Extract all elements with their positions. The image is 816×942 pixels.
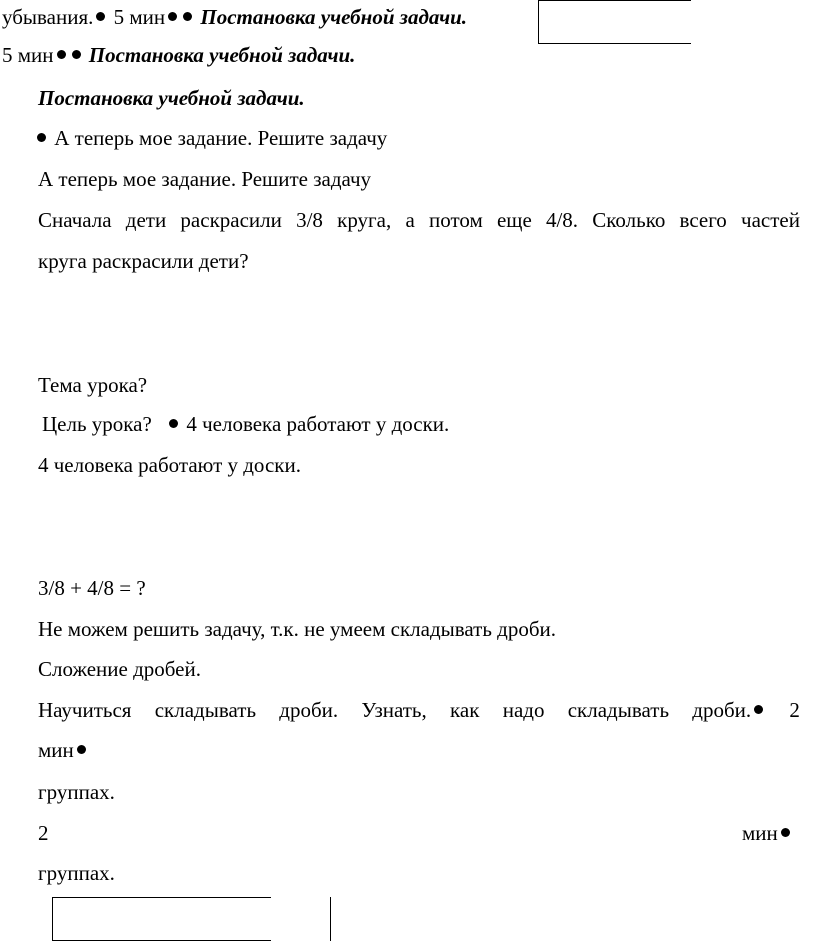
bullet-icon [57,50,66,59]
section-title: Постановка учебной задачи. [200,5,468,29]
bullet-icon [183,12,192,21]
bullet-icon [77,745,86,754]
task-word: Сначала [38,208,112,232]
minutes-number: 2 [789,698,800,722]
time-text: 5 мин [2,43,54,67]
board-text: 4 человека работают у доски. [38,453,301,477]
two-text: 2 [38,821,49,845]
goal-word: Научиться [38,698,132,722]
lesson-topic-text: Сложение дробей. [38,657,201,681]
goal-word: Узнать, [361,698,427,722]
bullet-icon [169,419,178,428]
bullet-icon [168,12,177,21]
goal-text [38,697,800,723]
groups-text: группах. [38,780,115,804]
expression: 3/8 + 4/8 = ? [38,576,146,600]
task-word: всего [679,208,727,232]
board-text: 4 человека работают у доски. [186,412,450,436]
goal-word: складывать [154,698,257,722]
minutes-text: мин [38,738,74,762]
time-text: 5 мин [113,5,166,29]
assignment-text: А теперь мое задание. Решите задачу [38,167,372,191]
goal-word: дроби. [279,698,339,722]
divider-line [330,897,331,941]
prefix-text: убывания. [2,5,94,29]
line-4 [34,125,387,151]
task-word: раскрасили [180,208,282,232]
goal-word: дроби. [692,697,766,723]
goal-word: складывать [567,698,670,722]
empty-box [52,897,271,941]
task-word: а [405,208,415,232]
line-1 [2,4,467,30]
empty-box [538,0,691,44]
task-word: еще [496,208,532,232]
bullet-icon [96,12,105,21]
cannot-solve-text: Не можем решить задачу, т.к. не умеем складывать дроби. [38,617,557,641]
goal-text-cont [38,737,89,763]
goal-line [42,411,449,437]
section-title: Постановка учебной задачи. [38,86,305,110]
goal-question: Цель урока? [42,412,152,436]
section-title: Постановка учебной задачи. [88,43,356,67]
task-word: потом [428,208,483,232]
task-word: дети [125,208,167,232]
task-word: 4/8. [545,208,579,232]
groups-text: группах. [38,861,115,885]
line-2 [2,42,355,68]
bullet-icon [754,705,763,714]
assignment-text: А теперь мое задание. Решите задачу [54,126,388,150]
goal-word: как [450,698,480,722]
minutes-line [742,820,793,846]
task-word: Сколько [592,208,666,232]
bullet-icon [37,133,46,142]
goal-word: надо [502,698,545,722]
minutes-text: мин [742,821,778,845]
task-word: 3/8 [296,208,323,232]
bullet-icon [72,50,81,59]
task-text [38,207,800,233]
bullet-icon [781,828,790,837]
task-word: частей [741,208,800,232]
task-word: круга, [337,208,392,232]
task-text-cont: круга раскрасили дети? [38,249,249,273]
topic-question: Тема урока? [38,373,148,397]
